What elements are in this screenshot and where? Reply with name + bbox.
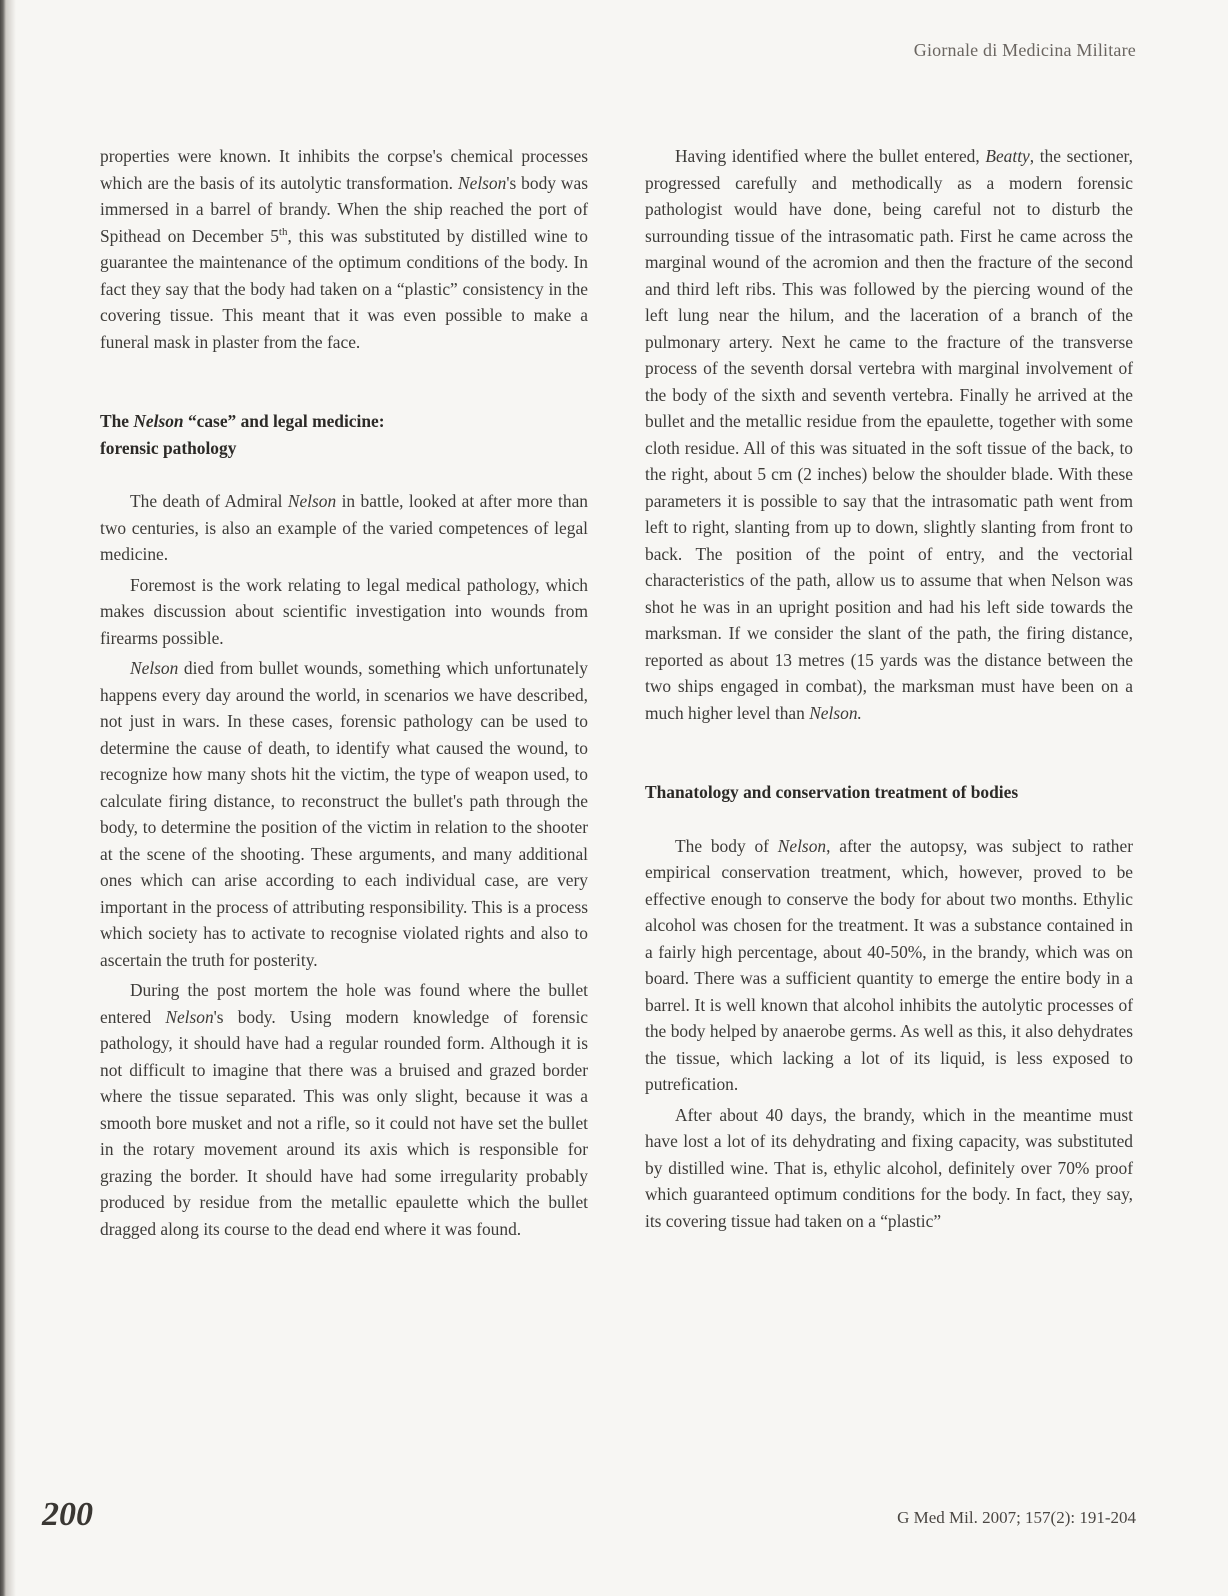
- page-number: 200: [42, 1496, 93, 1533]
- paragraph-preservation: properties were known. It inhibits the corpse's chemical processes which are the basis of its autolytic transformation. Nelson's body was immersed in a barrel of brandy. When the ship reached the port of Spithead on December 5th, this was substituted by distilled wine to guarantee the maintenance of the optimum conditions of the body. In fact they say that the body had taken on a “plastic” consistency in the covering tissue. This meant that it was even possible to make a funeral mask in plaster from the face.: [100, 146, 589, 352]
- journal-citation: G Med Mil. 2007; 157(2): 191-204: [897, 1508, 1136, 1527]
- journal-title: Giornale di Medicina Militare: [913, 40, 1136, 60]
- paragraph-post-mortem: During the post mortem the hole was found where the bullet entered Nelson's body. Using modern knowledge of forensic pathology, it should have had a regular rounded form. Although it is not difficult to imagine that there was a bruised and grazed border where the tissue separated. This was only slight, because it was a smooth bore musket and not a rifle, so it could not have set the bullet in the rotary movement around its axis which is responsible for grazing the border. It should have had some irregularity probably produced by residue from the metallic epaulette which the bullet dragged along its course to the dead end where it was found.: [100, 980, 588, 1239]
- paragraph-death-of-nelson: The death of Admiral Nelson in battle, looked at after more than two centuries, is also an example of the varied competences of legal medicine.: [100, 491, 589, 564]
- paragraph-bullet-wounds: Nelson died from bullet wounds, something which unfortunately happens every day around the world, in scenarios we have described, not just in wars. In these cases, forensic pathology can be used to determine the cause of death, to identify what caused the wound, to recognize how many shots hit the victim, the type of weapon used, to calculate firing distance, to reconstruct the bullet's path through the body, to determine the position of the victim in relation to the shooter at the scene of the shooting. These arguments, and many additional ones which can arise according to each individual case, are very important in the process of attributing responsibility. This is a process which society has to activate to recognise violated rights and also to ascertain the truth for posterity.: [100, 658, 588, 970]
- paragraph-sectioner-path: Having identified where the bullet entered, Beatty, the sectioner, progressed carefully and methodically as a modern forensic pathologist would have done, being careful not to disturb the surrounding tissue of the intrasomatic path. First he came across the marginal wound of the acromion and then the fracture of the second and third left ribs. This was followed by the piercing wound of the left lung near the hilum, and the laceration of a branch of the pulmonary artery. Next he came to the fracture of the transverse process of the seventh dorsal vertebra with marginal involvement of the body of the sixth and seventh vertebra. Finally he arrived at the bullet and the metallic residue from the epaulette, together with some cloth residue. All of this was situated in the soft tissue of the back, to the right, about 5 cm (2 inches) below the shoulder blade. With these parameters it is possible to say that the intrasomatic path went from left to right, slanting from up to down, slightly slanting from front to back. The position of the point of entry, and the vectorial characteristics of the path, allow us to assume that when Nelson was shot he was in an upright position and had his left side towards the marksman. If we consider the slant of the path, the firing distance, reported as about 13 metres (15 yards was the distance between the two ships engaged in combat), the marksman must have been on a much higher level than Nelson.: [645, 146, 1133, 723]
- paragraph-distilled-wine: After about 40 days, the brandy, which in the meantime must have lost a lot of its dehydrating and fixing capacity, was substituted by distilled wine. That is, ethylic alcohol, definitely over 70% proof which guaranteed optimum conditions for the body. In fact, they say, its covering tissue had taken on a “plastic”: [645, 1104, 1133, 1231]
- paragraph-foremost: Foremost is the work relating to legal medical pathology, which makes discussion about scientific investigation into wounds from firearms possible.: [100, 574, 588, 648]
- section-heading-thanatology: Thanatology and conservation treatment of bodies: [645, 782, 1019, 802]
- paragraph-conservation: The body of Nelson, after the autopsy, was subject to rather empirical conservation treatment, which, however, proved to be effective enough to conserve the body for about two months. Ethylic alcohol was chosen for the treatment. It was a substance contained in a fairly high percentage, about 40-50%, in the brandy, which was on board. There was a sufficient quantity to emerge the entire body in a barrel. It is well known that alcohol inhibits the autolytic processes of the body helped by anaerobe germs. As well as this, it also dehydrates the tissue, which lacking a lot of its liquid, is less exposed to putrefication.: [645, 835, 1133, 1094]
- section-heading-forensic: The Nelson “case” and legal medicine: forensic pathology: [100, 411, 385, 458]
- right-column: [645, 143, 1133, 1234]
- binding-edge: [0, 0, 16, 1596]
- left-column: [100, 143, 588, 1242]
